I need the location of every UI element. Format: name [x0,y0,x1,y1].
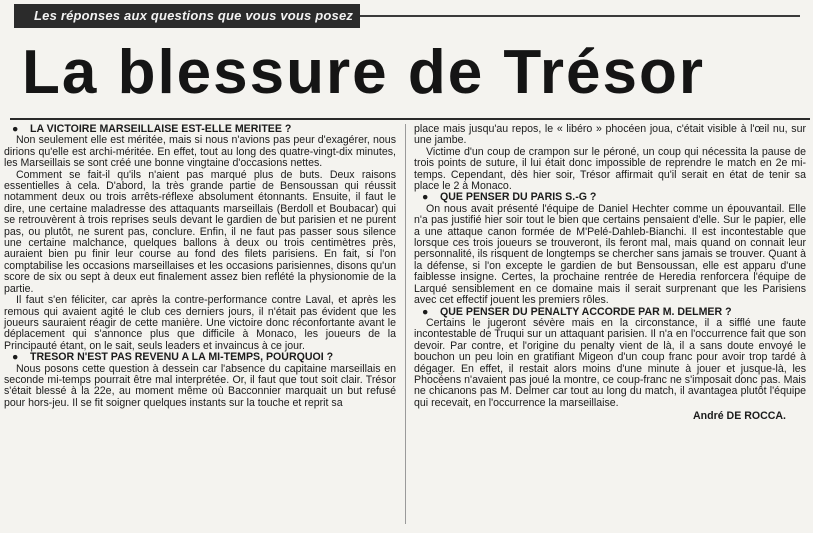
kicker-rule [360,15,800,17]
question-text: QUE PENSER DU PENALTY ACCORDE PAR M. DELMER ? [440,305,732,318]
title-rule [10,118,810,120]
question-text: QUE PENSER DU PARIS S.-G ? [440,191,597,204]
paragraph: Victime d'un coup de crampon sur le péroné, un coup qui nécessita la pause de trois points de suture, il lui était donc impossible de reprendre le match en 2e mi-temps. Cependant, dès hier soir, Trésor affirmait qu'il serait en état de tenir sa place le 2 à Monaco. [414,145,806,193]
question-text: LA VICTOIRE MARSEILLAISE EST-ELLE MERITEE ? [30,123,292,135]
column-divider [405,124,406,524]
paragraph: Il faut s'en féliciter, car après la contre-performance contre Laval, et après les remous qui avaient agité le club ces derniers jours, il n'était pas évident que les joueurs sauraient réagir de cette manière. Une victoire donc réconfortante avant le déplacement qui s'annonce plus que difficile à Monaco, les joueurs de la Principauté étant, on le sait, seuls leaders et invaincus à ce jour. [4,294,396,352]
bullet-icon: ● [12,123,19,135]
paragraph: place mais jusqu'au repos, le « libéro » phocéen joua, c'était visible à l'œil nu, sur une jambe. [414,123,806,147]
author-signature: André DE ROCCA. [693,410,786,423]
question-heading [4,352,396,363]
paragraph: Certains le jugeront sévère mais en la circonstance, il a sifflé une faute incontestable de Truqui sur un attaquant parisien. Il n'a en l'occurrence fait que son devoir. Par contre, et l'origine du penalty vient de là, il a sans doute envoyé le bouchon un peu loin en gratifiant Migeon d'un coup franc pour avoir trop tardé à dégager. En effet, il restait alors moins d'une minute à jouer et jusque-là, les Phocéens n'avaient pas joué la montre, ce coup-franc ne s'imposait donc pas. Mais ne chicanons pas M. Delmer car tout au long du match, il avantagea plutôt l'équipe qui recevait, en l'occurrence la marseillaise. [414,316,806,409]
paragraph: Comment se fait-il qu'ils n'aient pas marqué plus de buts. Deux raisons essentielles à cela. D'abord, la très grande partie de Bensoussan qui réussit notamment deux ou trois arrêts-réflexe absolument étonnants. Ensuite, il faut le dire, une certaine maladresse des attaquants marseillais (Berdoll et Boubacar) qui se retrouvèrent à trois reprises seuls devant le gardien de but parisien et ne purent pas, ou plutôt, ne surent pas, conclure. Enfin, il ne faut pas passer sous silence une certaine malchance, quelques ballons à deux ou trois centimètres près, auraient bien pu finir leur course au fond des filets parisiens. En fait, si l'on comptabilise les occasions marseillaises et les occasions parisiennes, disons qu'un score de six ou sept à deux eut finalement assez bien reflété la physionomie de la partie. [4,168,396,295]
bullet-icon: ● [422,305,429,318]
section-kicker: Les réponses aux questions que vous vous posez [14,4,360,28]
left-column [4,124,396,409]
bullet-icon: ● [422,191,429,204]
paragraph: On nous avait présenté l'équipe de Daniel Hechter comme un épouvantail. Elle n'a pas justifié hier soir tout le bien que certains pensaient d'elle. Sur le papier, elle a une attaque canon formée de M'Pelé-Dahleb-Bianchi. Il est incontestable que lorsque ces trois joueurs se trouveront, ils feront mal, mais quand on connait leur personnalité, ils risquent de longtemps se chercher sans jamais se trouver. Quant à la défense, si l'on excepte le gardien de but Bensoussan, elle est apparu d'une faiblesse insigne. Certes, la prochaine rentrée de Heredia renforcera l'équipe de Larqué sensiblement en ce domaine mais il serait surprenant que les Parisiens avec cet effectif jouent les premiers rôles. [414,202,806,307]
paragraph: Nous posons cette question à dessein car l'absence du capitaine marseillais en seconde mi-temps pourrait être mal interprétée. Or, il faut que tout soit clair. Trésor s'était blessé à la 22e, au moment même où Bacconnier marquait un but refusé pour hors-jeu. Il se fit soigner quelques instants sur la touche et reprit sa [4,362,396,409]
headline: La blessure de Trésor [22,38,705,107]
bullet-icon: ● [12,351,19,364]
paragraph: Non seulement elle est méritée, mais si nous n'avions pas peur d'exagérer, nous dirions qu'elle est archi-méritée. En effet, tout au long des quatre-vingt-dix minutes, les Marseillais se sont créé une bonne vingtaine d'occasions nettes. [4,134,396,170]
right-column [414,124,806,423]
question-text: TRESOR N'EST PAS REVENU A LA MI-TEMPS, POURQUOI ? [30,351,334,364]
